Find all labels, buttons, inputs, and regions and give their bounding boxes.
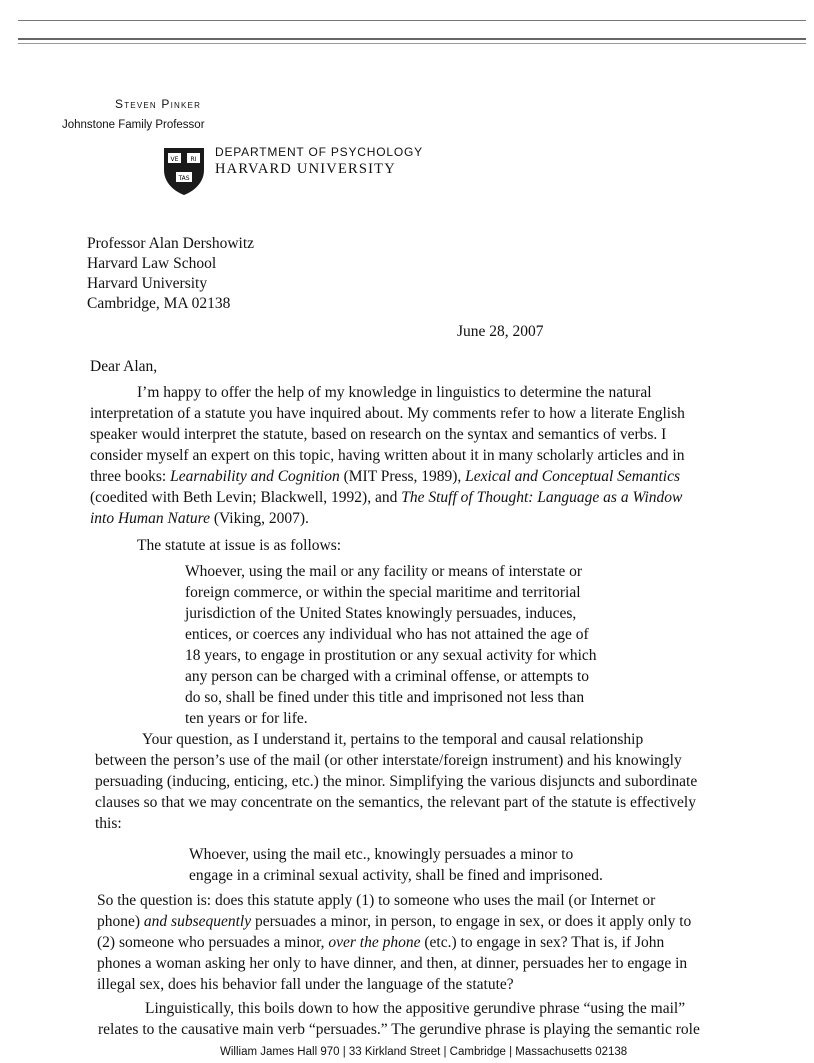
sender-name: Steven Pinker <box>115 97 202 111</box>
statute-line: entices, or coerces any individual who has not attained the age of <box>185 626 589 643</box>
body-line: Your question, as I understand it, pertains to the temporal and causal relationship <box>142 731 644 748</box>
body-line: this: <box>95 815 122 832</box>
body-line: speaker would interpret the statute, based on research on the syntax and semantics of verbs. I <box>90 426 667 443</box>
statute-line: any person can be charged with a criminal offense, or attempts to <box>185 668 590 685</box>
text-run: persuades a minor, in person, to engage in sex, or does it apply only to <box>251 913 692 930</box>
text-run: three books: <box>90 468 171 485</box>
shield-text-tas: TAS <box>178 175 190 182</box>
recipient-line: Cambridge, MA 02138 <box>87 295 231 312</box>
top-rule <box>18 20 806 21</box>
text-run: (coedited with Beth Levin; Blackwell, 1992), and <box>90 489 402 506</box>
recipient-line: Professor Alan Dershowitz <box>87 235 255 252</box>
text-run: (etc.) to engage in sex? That is, if John <box>420 934 665 951</box>
harvard-shield-icon <box>162 146 206 196</box>
sender-title: Johnstone Family Professor <box>62 119 205 131</box>
body-line: I’m happy to offer the help of my knowledge in linguistics to determine the natural <box>137 384 652 401</box>
statute-line: do so, shall be fined under this title and imprisoned not less than <box>185 689 585 706</box>
book-title: The Stuff of Thought: Language as a Window <box>401 489 683 506</box>
text-run: (2) someone who persuades a minor, <box>97 934 329 951</box>
statute-line: 18 years, to engage in prostitution or any sexual activity for which <box>185 647 597 664</box>
body-line: consider myself an expert on this topic, having written about it in many scholarly articles and in <box>90 447 685 464</box>
body-line <box>97 932 664 953</box>
text-run: phone) <box>97 913 144 930</box>
body-line: relates to the causative main verb “persuades.” The gerundive phrase is playing the semantic role <box>98 1021 700 1038</box>
recipient-line: Harvard University <box>87 275 208 292</box>
body-line <box>97 911 691 932</box>
shield-text-ve: VE <box>170 156 179 163</box>
text-run: (MIT Press, 1989), <box>339 468 466 485</box>
body-line: phones a woman asking her only to have dinner, and then, at dinner, persuades her to engage in <box>97 955 688 972</box>
university-name: HARVARD UNIVERSITY <box>215 161 396 177</box>
shield-text-ri: RI <box>190 156 197 163</box>
book-title: into Human Nature <box>90 510 210 527</box>
body-line: Linguistically, this boils down to how the appositive gerundive phrase “using the mail” <box>145 1000 686 1017</box>
recipient-line: Harvard Law School <box>87 255 217 272</box>
top-rule-thin <box>18 43 806 44</box>
simplified-line: Whoever, using the mail etc., knowingly persuades a minor to <box>189 846 574 863</box>
book-title: Lexical and Conceptual Semantics <box>465 468 680 485</box>
body-line: illegal sex, does his behavior fall under the language of the statute? <box>97 976 514 993</box>
statute-intro: The statute at issue is as follows: <box>137 537 342 554</box>
body-line: So the question is: does this statute apply (1) to someone who uses the mail (or Internet or <box>97 892 656 909</box>
book-title: Learnability and Cognition <box>170 468 340 485</box>
footer-address: William James Hall 970 | 33 Kirkland Street | Cambridge | Massachusetts 02138 <box>220 1046 628 1058</box>
letter-date: June 28, 2007 <box>457 323 544 340</box>
statute-line: ten years or for life. <box>185 710 308 727</box>
text-run: (Viking, 2007). <box>209 510 309 527</box>
body-line <box>90 508 309 529</box>
salutation: Dear Alan, <box>90 358 158 375</box>
body-line: persuading (inducing, enticing, etc.) the minor. Simplifying the various disjuncts and subordinate <box>95 773 698 790</box>
department-name: DEPARTMENT OF PSYCHOLOGY <box>215 145 423 159</box>
top-rule-double <box>18 38 806 40</box>
statute-line: jurisdiction of the United States knowingly persuades, induces, <box>185 605 577 622</box>
simplified-line: engage in a criminal sexual activity, shall be fined and imprisoned. <box>189 867 603 884</box>
body-line <box>90 466 680 487</box>
body-line: interpretation of a statute you have inquired about. My comments refer to how a literate English <box>90 405 685 422</box>
body-line <box>90 487 682 508</box>
emphasis: over the phone <box>328 934 421 951</box>
body-line: between the person’s use of the mail (or other interstate/foreign instrument) and his knowingly <box>95 752 682 769</box>
statute-line: foreign commerce, or within the special maritime and territorial <box>185 584 581 601</box>
statute-line: Whoever, using the mail or any facility or means of interstate or <box>185 563 583 580</box>
emphasis: and subsequently <box>143 913 252 930</box>
body-line: clauses so that we may concentrate on the semantics, the relevant part of the statute is effectively <box>95 794 696 811</box>
